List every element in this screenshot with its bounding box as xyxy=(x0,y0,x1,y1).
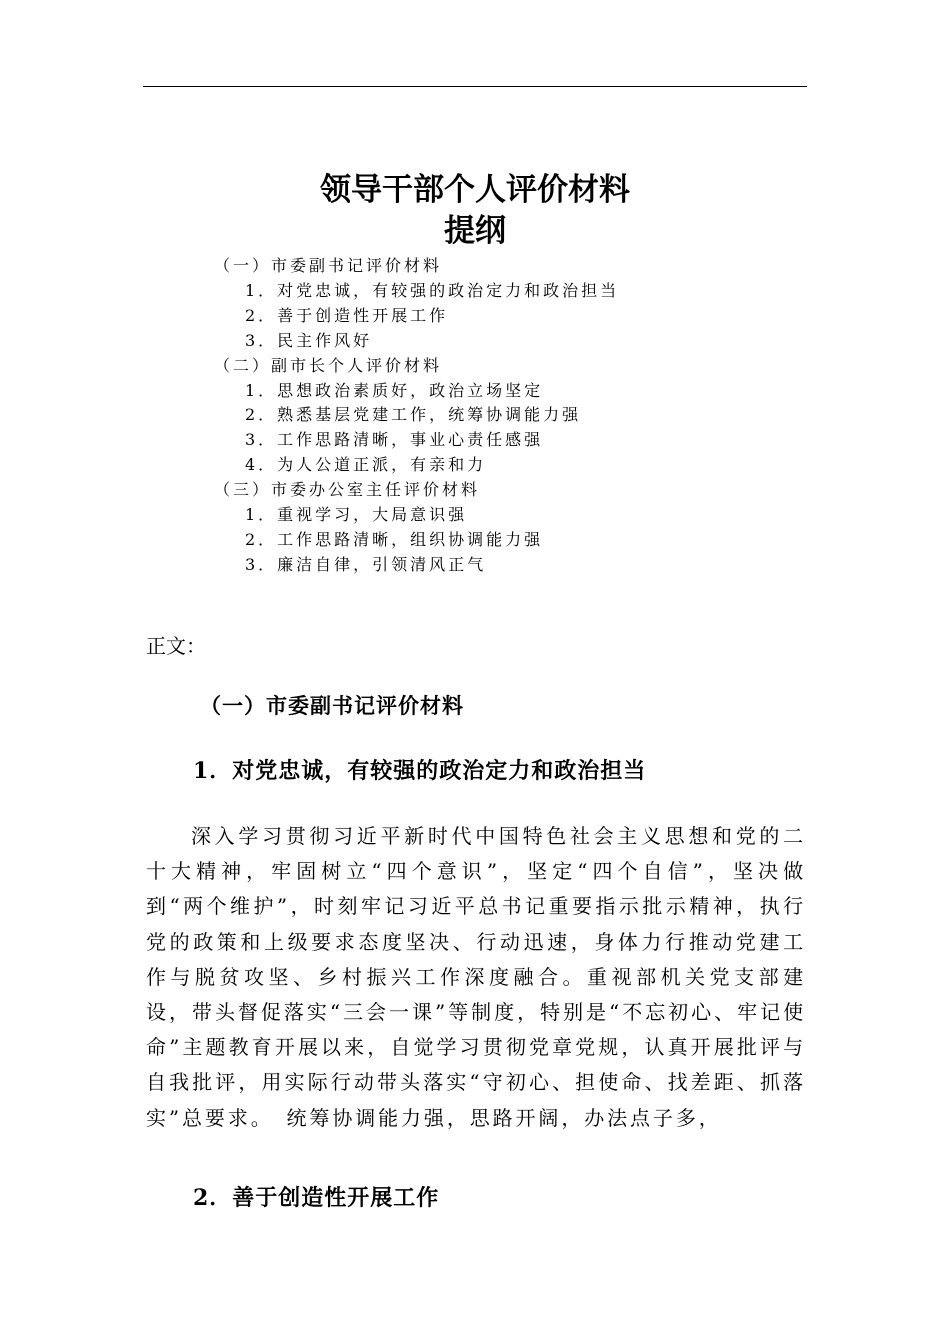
outline-item: 2．工作思路清晰，组织协调能力强 xyxy=(245,529,544,549)
outline-item: 1．对党忠诚，有较强的政治定力和政治担当 xyxy=(245,280,620,300)
outline-item: 1．重视学习，大局意识强 xyxy=(245,505,468,525)
outline-item: 1．思想政治素质好，政治立场坚定 xyxy=(245,380,544,400)
body-item-heading: 1．对党忠诚，有较强的政治定力和政治担当 xyxy=(193,758,647,784)
outline-section-heading: （三）市委办公室主任评价材料 xyxy=(214,480,481,500)
body-section-heading: （一）市委副书记评价材料 xyxy=(200,693,464,718)
body-label: 正文： xyxy=(146,634,206,658)
body-item-heading: 2．善于创造性开展工作 xyxy=(193,1185,440,1211)
document-subtitle: 提纲 xyxy=(444,213,506,249)
outline-item: 3．民主作风好 xyxy=(245,330,373,350)
outline-section-heading: （一）市委副书记评价材料 xyxy=(214,256,443,275)
document-title: 领导干部个人评价材料 xyxy=(320,172,630,208)
outline-item: 3．工作思路清晰，事业心责任感强 xyxy=(245,430,544,450)
outline xyxy=(214,254,619,578)
outline-item: 2．熟悉基层党建工作，统筹协调能力强 xyxy=(245,405,582,425)
outline-section-heading: （二）副市长个人评价材料 xyxy=(214,355,443,375)
body-paragraph: 深入学习贯彻习近平新时代中国特色社会主义思想和党的二十大精神，牢固树立“四个意识”，坚定“四个自信”，坚决做到“两个维护”，时刻牢记习近平总书记重要指示批示精神，执行党的政策和上级要求态度坚决、行动迅速，身体力行推动党建工作与脱贫攻坚、乡村振兴工作深度融合。重视部机关党支部建设，带头督促落实“三会一课”等制度，特别是“不忘初心、牢记使命”主题教育开展以来，自觉学习贯彻党章党规，认真开展批评与自我批评，用实际行动带头落实“守初心、担使命、找差距、抓落实”总要求。 统筹协调能力强，思路开阔，办法点子多， xyxy=(146,824,806,1130)
outline-item: 2．善于创造性开展工作 xyxy=(245,305,449,325)
outline-item: 4．为人公道正派，有亲和力 xyxy=(245,455,487,475)
outline-item: 3．廉洁自律，引领清风正气 xyxy=(245,554,487,574)
header-rule xyxy=(143,86,807,87)
